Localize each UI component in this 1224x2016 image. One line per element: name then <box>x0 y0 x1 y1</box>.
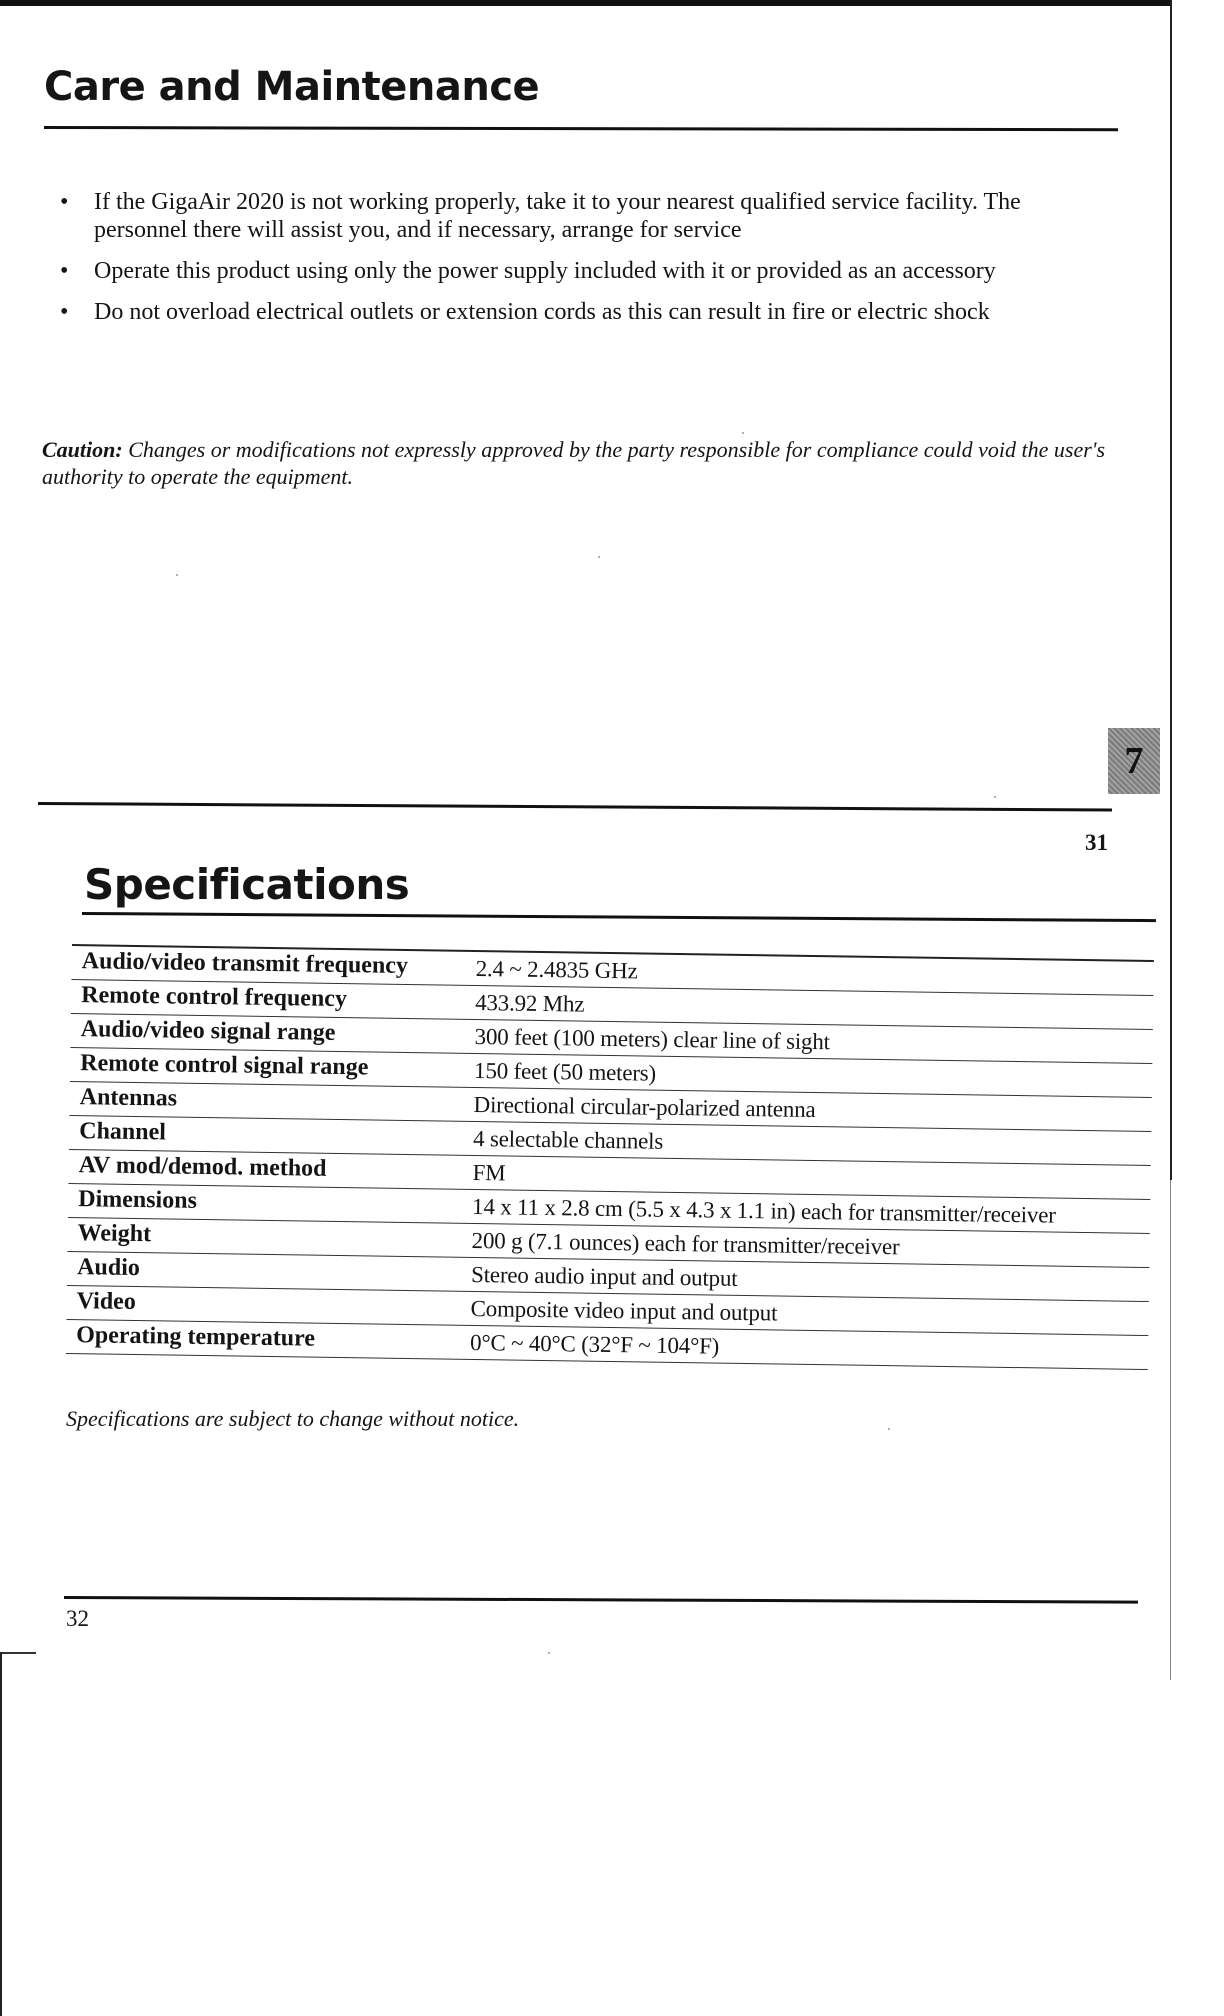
caution-label: Caution: <box>42 437 123 462</box>
scan-speck <box>548 1652 550 1654</box>
care-item: • If the GigaAir 2020 is not working properly, take it to your nearest qualified service facility. The personnel there will assist you, and if necessary, arrange for service <box>60 188 1100 244</box>
spec-value: 4 selectable channels <box>472 1125 664 1154</box>
scan-speck <box>994 796 996 798</box>
care-list <box>60 188 1100 339</box>
specifications-heading-rule <box>82 912 1156 922</box>
page-number-31: 31 <box>1085 830 1108 855</box>
spec-label: Video <box>76 1288 136 1315</box>
spec-label: Audio <box>77 1254 141 1282</box>
spec-label: AV mod/demod. method <box>78 1152 327 1182</box>
right-page-edge <box>1170 0 1172 1180</box>
care-maintenance-heading: Care and Maintenance <box>44 64 540 110</box>
spec-label: Antennas <box>79 1084 178 1112</box>
spec-label: Audio/video signal range <box>80 1016 336 1046</box>
scan-speck <box>888 1428 890 1430</box>
care-item: • Do not overload electrical outlets or extension cords as this can result in fire or electric shock <box>60 298 1100 326</box>
right-page-edge-lower <box>1170 1180 1171 1680</box>
specifications-table <box>66 944 1154 1370</box>
spec-value: FM <box>472 1159 506 1186</box>
spec-label: Weight <box>77 1220 152 1248</box>
left-page-tick <box>0 1652 36 1654</box>
spec-value: Directional circular-polarized antenna <box>473 1091 816 1123</box>
top-border <box>0 0 1172 6</box>
spec-label: Remote control signal range <box>80 1050 369 1081</box>
spec-label: Dimensions <box>78 1186 198 1214</box>
left-page-edge <box>0 1652 2 2016</box>
spec-value: 0°C ~ 40°C (32°F ~ 104°F) <box>469 1329 720 1359</box>
page-32-footer-rule <box>64 1596 1138 1604</box>
spec-label: Remote control frequency <box>81 982 348 1013</box>
page-number-32: 32 <box>66 1606 89 1631</box>
scan-speck <box>176 574 178 576</box>
specifications-note: Specifications are subject to change without notice. <box>66 1406 520 1431</box>
spec-value: 200 g (7.1 ounces) each for transmitter/receiver <box>471 1227 900 1260</box>
spec-label: Audio/video transmit frequency <box>81 948 409 979</box>
scan-speck <box>598 556 600 558</box>
spec-label: Operating temperature <box>76 1322 316 1352</box>
spec-value: Composite video input and output <box>470 1295 778 1326</box>
scan-speck <box>742 432 744 434</box>
caution-note <box>42 436 1112 490</box>
care-item: • Operate this product using only the power supply included with it or provided as an accessory <box>60 257 1100 285</box>
spec-value: 2.4 ~ 2.4835 GHz <box>475 955 638 984</box>
caution-text: Changes or modifications not expressly approved by the party responsible for compliance could void the user's authority to operate the equipment. <box>42 437 1106 489</box>
spec-value: Stereo audio input and output <box>470 1261 738 1291</box>
spec-value: 300 feet (100 meters) clear line of sight <box>474 1023 831 1055</box>
spec-value: 433.92 Mhz <box>474 989 585 1017</box>
spec-value: 150 feet (50 meters) <box>473 1057 657 1086</box>
specifications-heading: Specifications <box>84 860 410 909</box>
care-heading-rule <box>44 126 1118 131</box>
spec-value: 14 x 11 x 2.8 cm (5.5 x 4.3 x 1.1 in) each for transmitter/receiver <box>471 1193 1056 1228</box>
chapter-tab: 7 <box>1108 728 1160 794</box>
spec-label: Channel <box>79 1118 167 1146</box>
page-31-footer-rule <box>38 802 1112 812</box>
